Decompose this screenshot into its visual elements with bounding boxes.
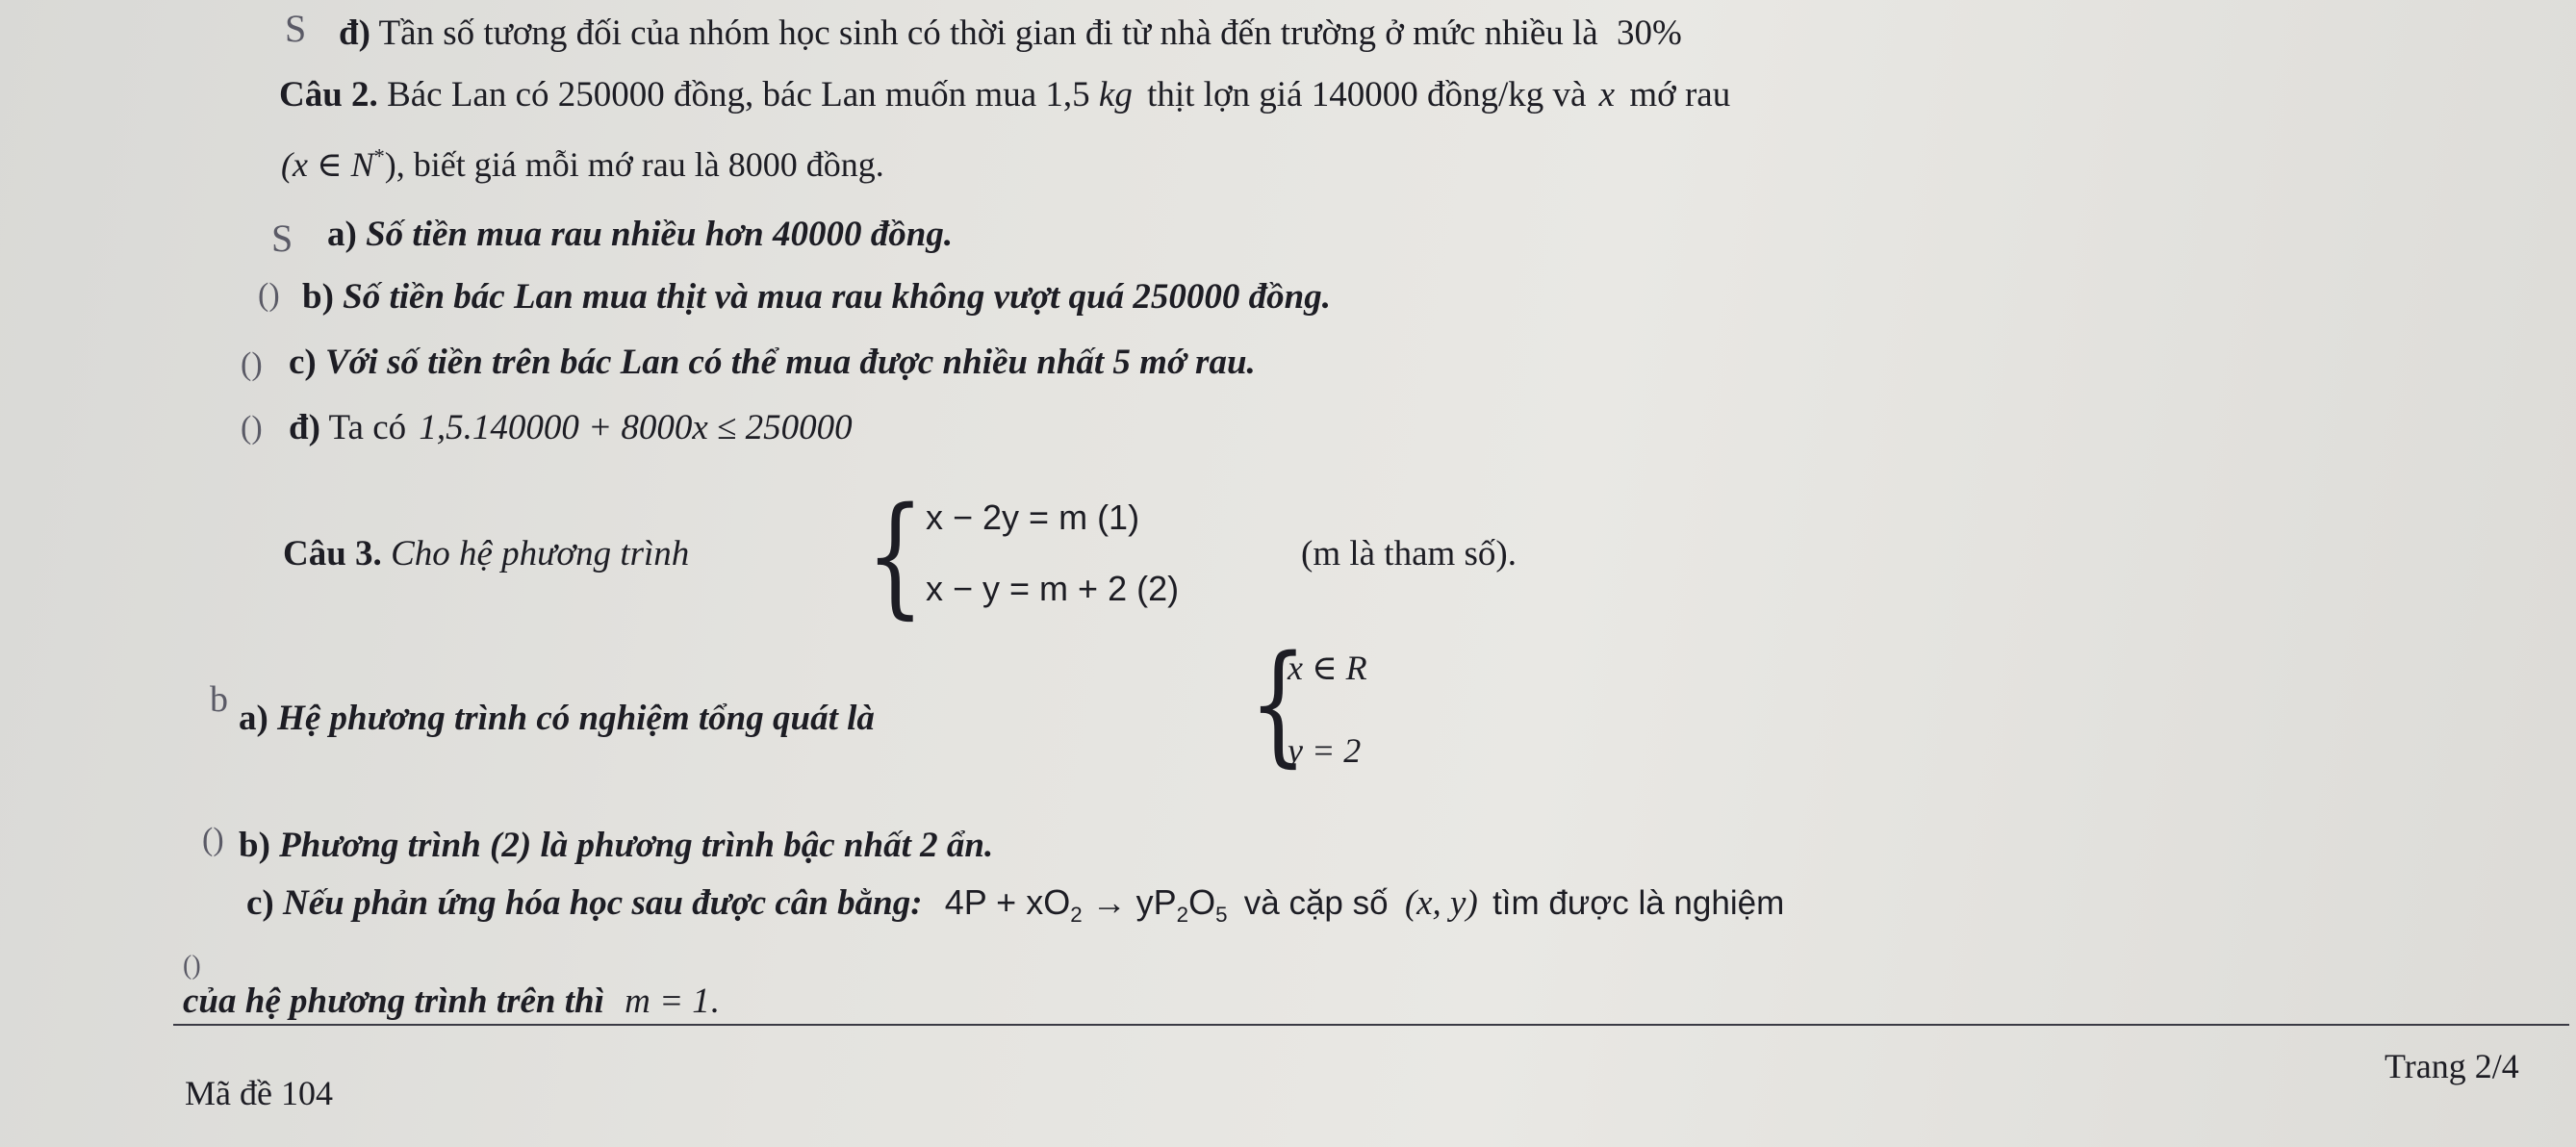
footer-divider xyxy=(173,1024,2569,1026)
q3-system-brace: { xyxy=(866,480,925,632)
q2-option-d: đ) Ta có 1,5.140000 + 8000x ≤ 250000 xyxy=(289,408,853,447)
q3a-solution-1: x ∈ R xyxy=(1288,649,1367,687)
footer-exam-code: Mã đề 104 xyxy=(185,1074,333,1112)
pen-mark: b xyxy=(210,679,228,720)
q1-option-d: đ) Tần số tương đối của nhóm học sinh có thời gian đi từ nhà đến trường ở mức nhiều là 30% xyxy=(339,13,1682,53)
pen-mark: () xyxy=(241,410,263,446)
q3-option-b: b) Phương trình (2) là phương trình bậc nhất 2 ẩn. xyxy=(239,826,994,865)
q3-option-c-line2: của hệ phương trình trên thì m = 1. xyxy=(183,981,720,1021)
q2-option-b: b) Số tiền bác Lan mua thịt và mua rau không vượt quá 250000 đồng. xyxy=(302,277,1331,317)
q2-label: Câu 2. xyxy=(279,75,378,115)
q3a-solution-2: y = 2 xyxy=(1288,731,1362,770)
q3-label: Câu 3. xyxy=(283,534,382,574)
chemical-reaction: $4P + xO_2 \to yP_2O_5$ xyxy=(944,882,1228,927)
q3a-solution-brace: { xyxy=(1249,628,1308,780)
q3-param-note: (m là tham số). xyxy=(1301,534,1518,574)
pen-mark: () xyxy=(183,951,201,981)
q3-equation-2: x − y = m + 2 (2) xyxy=(926,569,1180,608)
q2-stem-line1: Câu 2. Bác Lan có 250000 đồng, bác Lan muốn mua 1,5 kg thịt lợn giá 140000 đồng/kg và x mớ rau xyxy=(279,75,1731,115)
pen-mark: () xyxy=(258,277,280,313)
footer-page-number: Trang 2/4 xyxy=(2385,1047,2519,1085)
q2-option-c: c) Với số tiền trên bác Lan có thể mua được nhiều nhất 5 mớ rau. xyxy=(289,343,1256,382)
pen-mark: S xyxy=(285,7,307,50)
q3-equation-1: x − 2y = m (1) xyxy=(926,497,1140,537)
pen-mark: () xyxy=(202,822,224,857)
q3-option-a: a) Hệ phương trình có nghiệm tổng quát là xyxy=(239,699,875,738)
q3-option-c-line1: c) Nếu phản ứng hóa học sau được cân bằng: $4P + xO_2 \to yP_2O_5$ và cặp số (x, y) tìm được là nghiệm xyxy=(246,882,1785,927)
q2-stem-line2: (x ∈ N*), biết giá mỗi mớ rau là 8000 đồng. xyxy=(281,143,884,184)
q3-stem: Câu 3. Cho hệ phương trình xyxy=(283,534,690,574)
q2-option-a: a) Số tiền mua rau nhiều hơn 40000 đồng. xyxy=(327,215,954,254)
pen-mark: () xyxy=(241,346,263,382)
pen-mark: S xyxy=(271,217,293,260)
